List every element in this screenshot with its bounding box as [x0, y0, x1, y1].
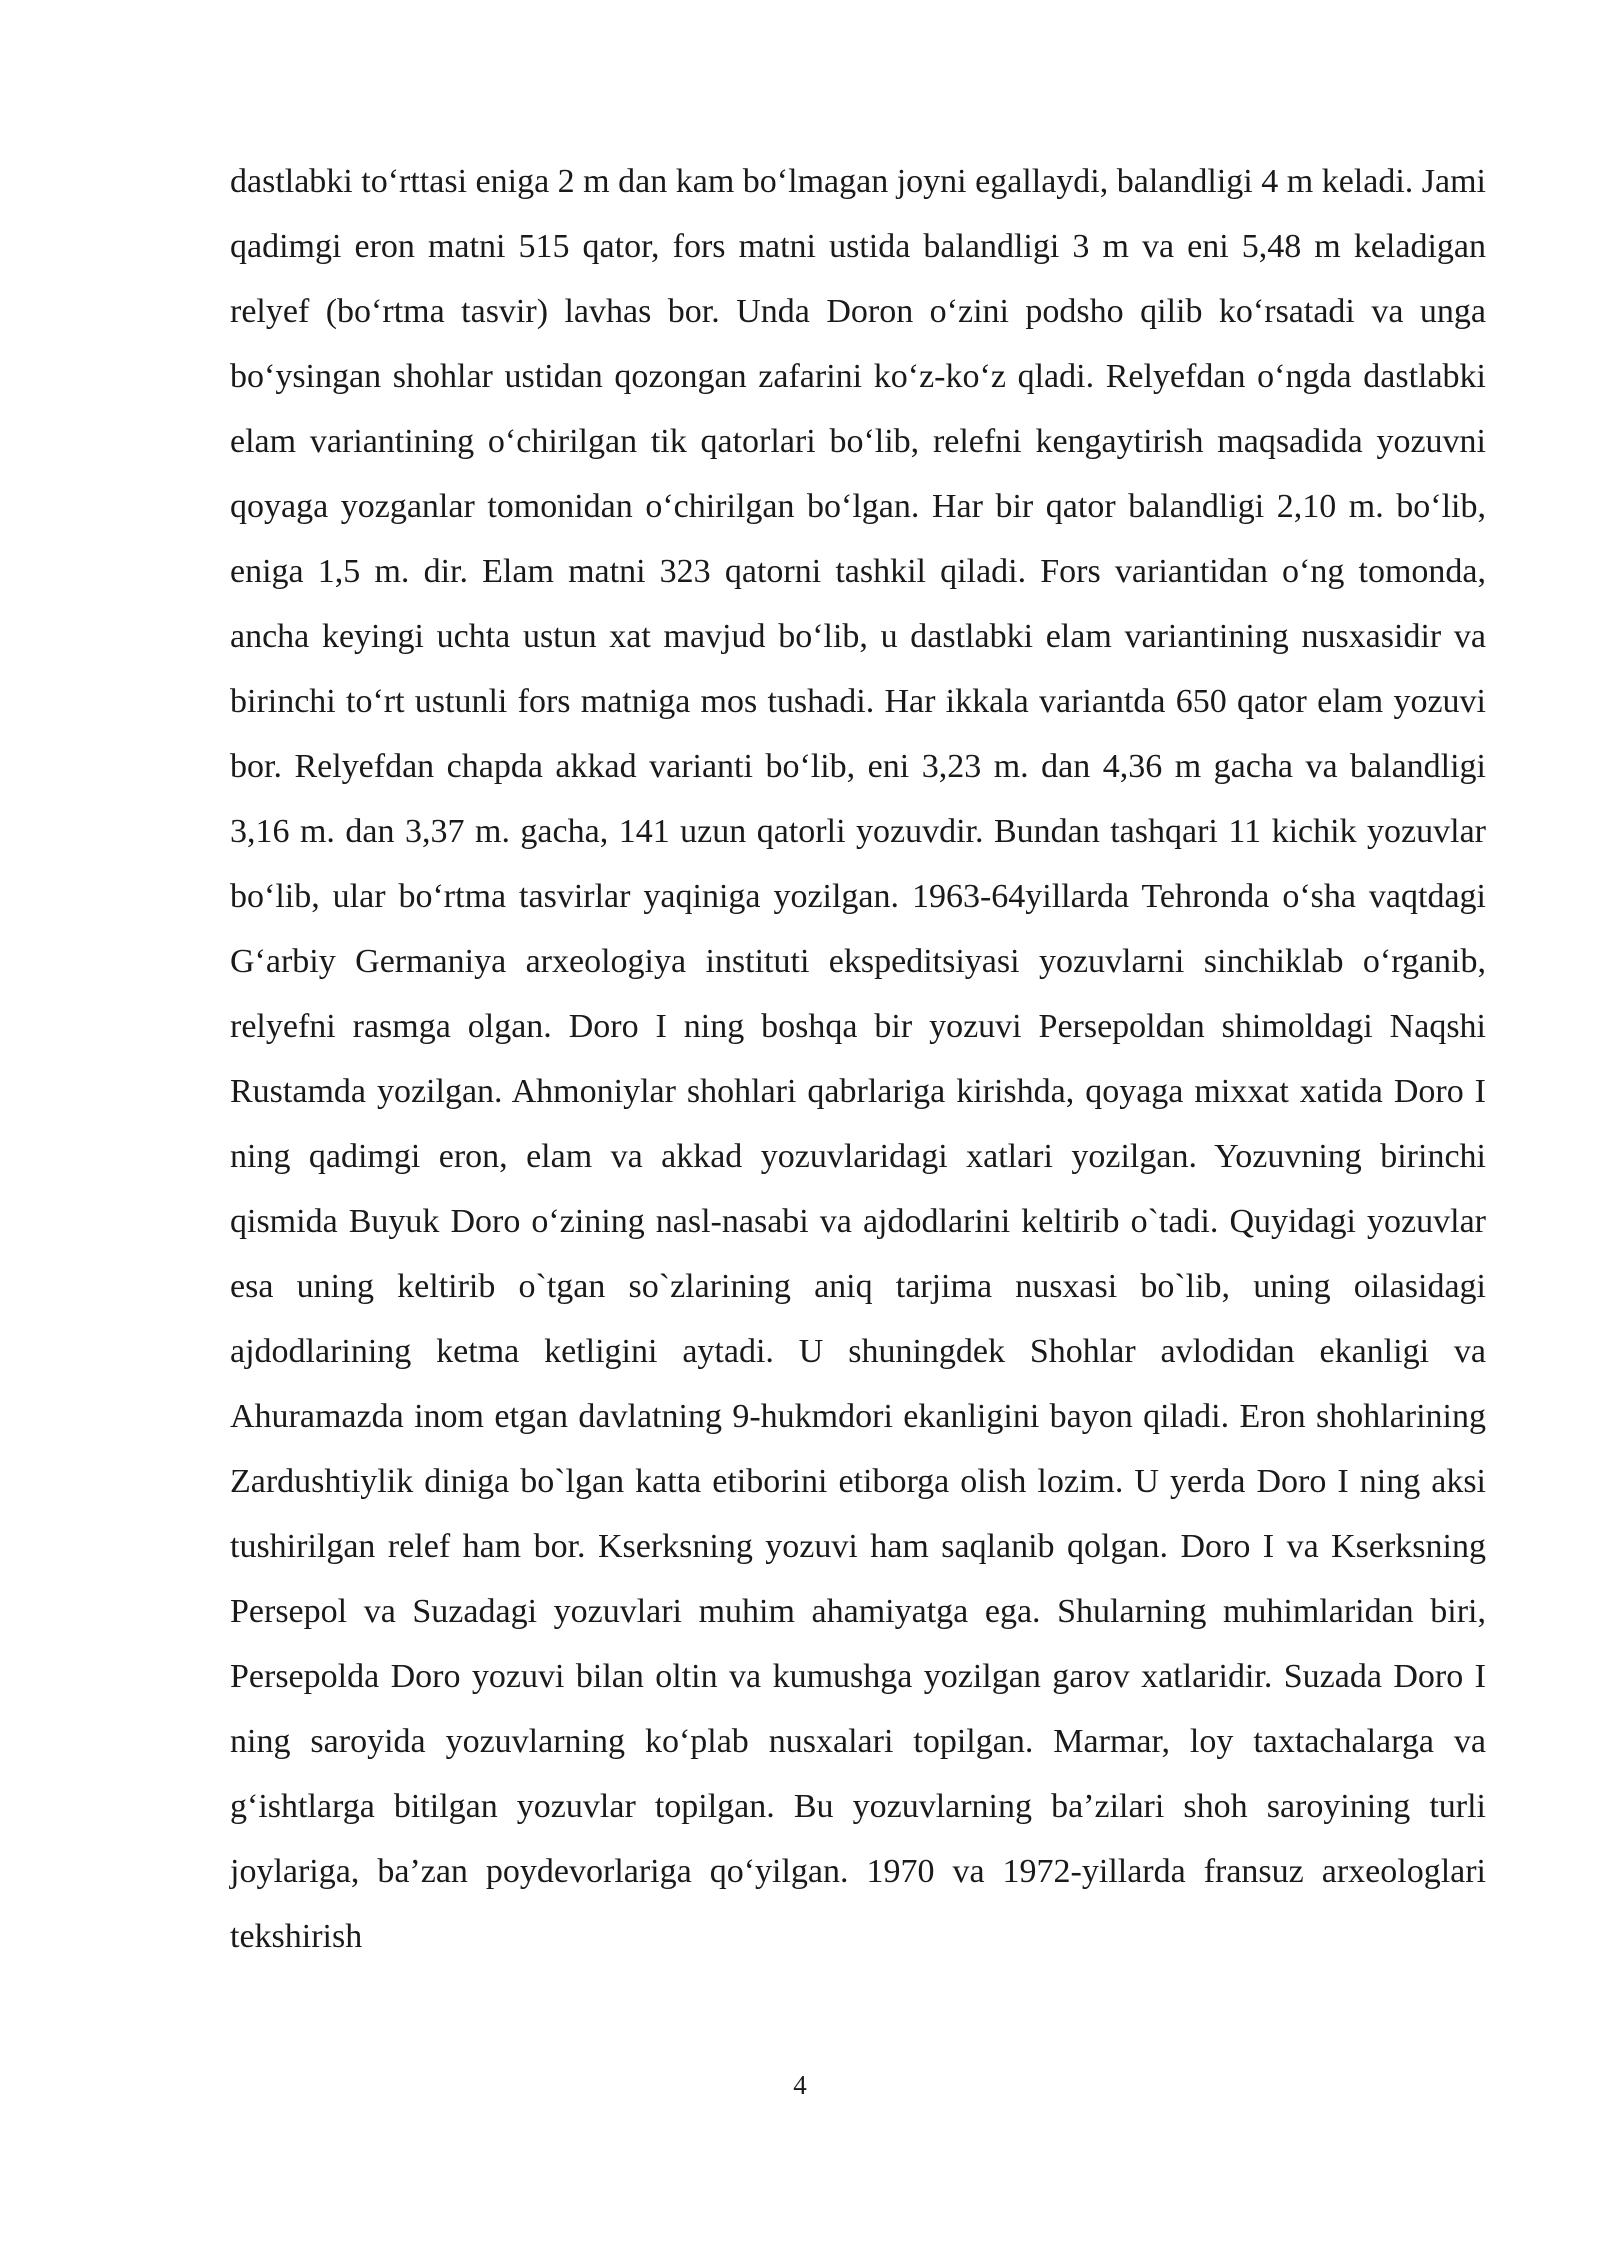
- page-number: 4: [793, 2070, 807, 2100]
- body-paragraph: dastlabki to‘rttasi eniga 2 m dan kam bo‘lmagan joyni egallaydi, balandligi 4 m keladi. Jami qadimgi eron matni 515 qator, fors matni ustida balandligi 3 m va eni 5,48 m keladigan relyef (bo‘rtma tasvir) lavhas bor. Unda Doron o‘zini podsho qilib ko‘rsatadi va unga bo‘ysingan shohlar ustidan qozongan zafarini ko‘z-ko‘z qladi. Relyefdan o‘ngda dastlabki elam variantining o‘chirilgan tik qatorlari bo‘lib, relefni kengaytirish maqsadida yozuvni qoyaga yozganlar tomonidan o‘chirilgan bo‘lgan. Har bir qator balandligi 2,10 m. bo‘lib, eniga 1,5 m. dir. Elam matni 323 qatorni tashkil qiladi. Fors variantidan o‘ng tomonda, ancha keyingi uchta ustun xat mavjud bo‘lib, u dastlabki elam variantining nusxasidir va birinchi to‘rt ustunli fors matniga mos tushadi. Har ikkala variantda 650 qator elam yozuvi bor. Relyefdan chapda akkad varianti bo‘lib, eni 3,23 m. dan 4,36 m gacha va balandligi 3,16 m. dan 3,37 m. gacha, 141 uzun qatorli yozuvdir. Bundan tashqari 11 kichik yozuvlar bo‘lib, ular bo‘rtma tasvirlar yaqiniga yozilgan. 1963-64yillarda Tehronda o‘sha vaqtdagi G‘arbiy Germaniya arxeologiya instituti ekspeditsiyasi yozuvlarni sinchiklab o‘rganib, relyefni rasmga olgan. Doro I ning boshqa bir yozuvi Persepoldan shimoldagi Naqshi Rustamda yozilgan. Ahmoniylar shohlari qabrlariga kirishda, qoyaga mixxat xatida Doro I ning qadimgi eron, elam va akkad yozuvlaridagi xatlari yozilgan. Yozuvning birinchi qismida Buyuk Doro o‘zining nasl-nasabi va ajdodlarini keltirib o`tadi. Quyidagi yozuvlar esa uning keltirib o`tgan so`zlarining aniq tarjima nusxasi bo`lib, uning oilasidagi ajdodlarining ketma ketligini aytadi. U shuningdek Shohlar avlodidan ekanligi va Ahuramazda inom etgan davlatning 9-hukmdori ekanligini bayon qiladi. Eron shohlarining Zardushtiylik diniga bo`lgan katta etiborini etiborga olish lozim. U yerda Doro I ning aksi tushirilgan relef ham bor. Kserksning yozuvi ham saqlanib qolgan. Doro I va Kserksning Persepol va Suzadagi yozuvlari muhim ahamiyatga ega. Shularning muhimlaridan biri, Persepolda Doro yozuvi bilan oltin va kumushga yozilgan garov xatlaridir. Suzada Doro I ning saroyida yozuvlarning ko‘plab nusxalari topilgan. Marmar, loy taxtachalarga va g‘ishtlarga bitilgan yozuvlar topilgan. Bu yozuvlarning ba’zilari shoh saroyining turli joylariga, ba’zan poydevorlariga qo‘yilgan. 1970 va 1972-yillarda fransuz arxeologlari tekshirish: [230, 163, 1486, 1955]
